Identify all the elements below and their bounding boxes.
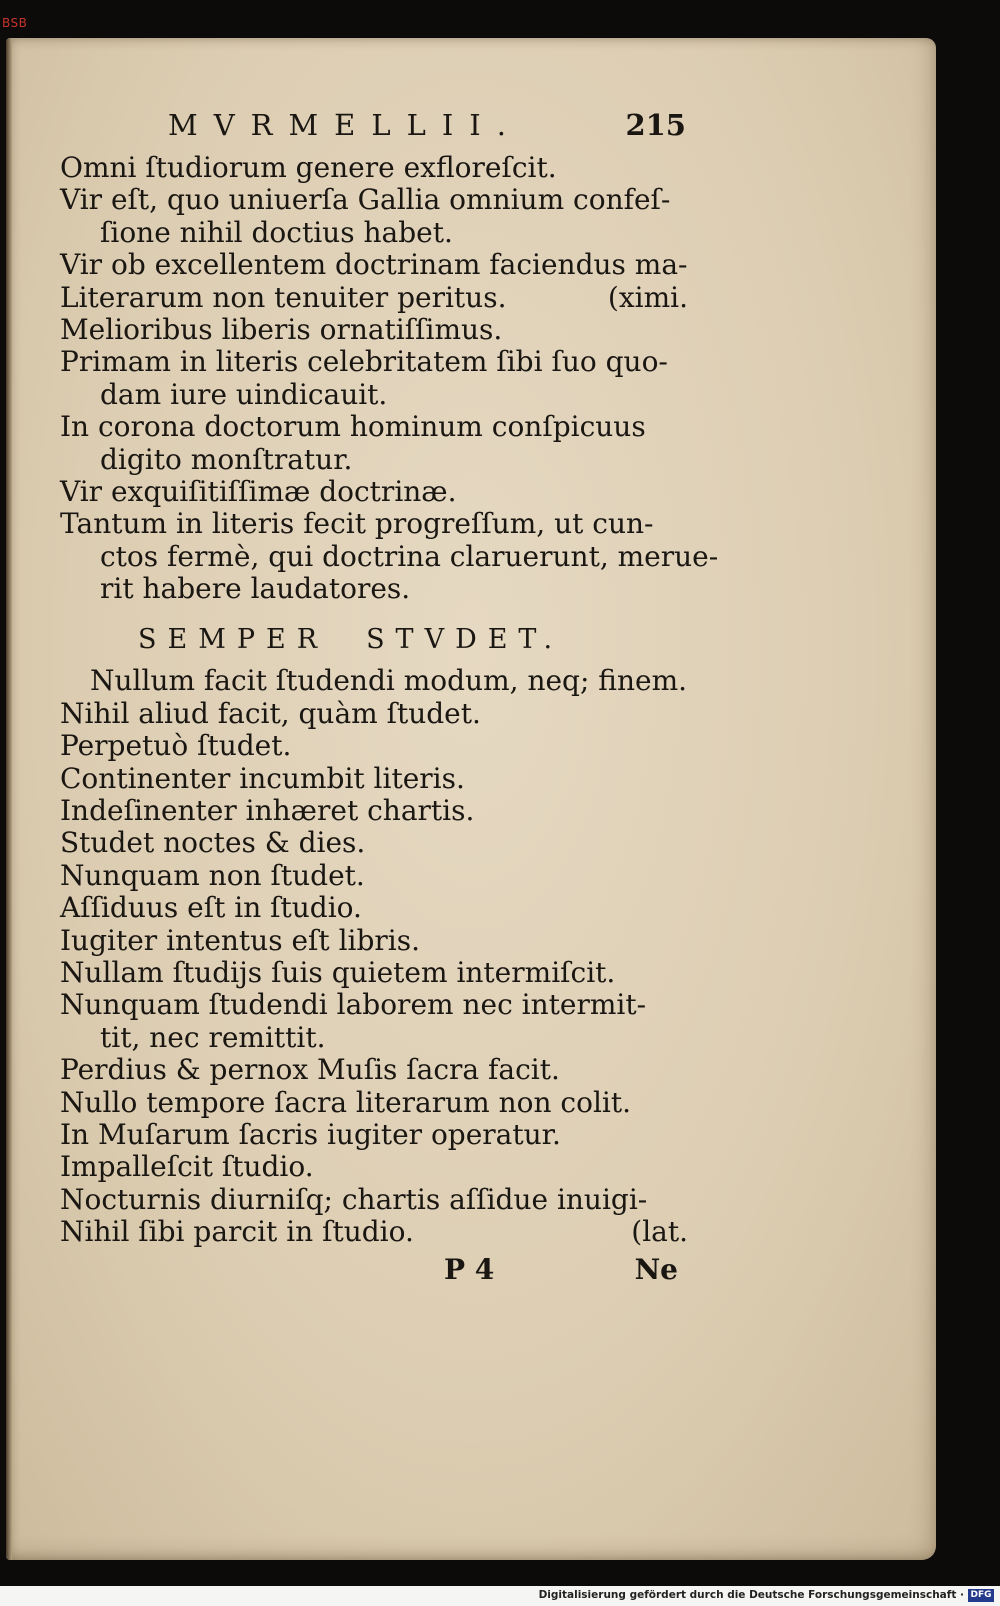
text-line bbox=[60, 282, 700, 314]
text-line: tit, nec remittit. bbox=[100, 1020, 326, 1054]
page-text bbox=[60, 108, 719, 1289]
text-line: ſione nihil doctius habet. bbox=[100, 215, 453, 249]
text-line: dam iure uindicauit. bbox=[100, 377, 388, 411]
text-line: rit habere laudatores. bbox=[100, 572, 411, 606]
text-line: Iugiter intentus eſt libris. bbox=[60, 923, 421, 957]
text-line: In Muſarum ſacris iugiter operatur. bbox=[60, 1117, 561, 1151]
page-number: 215 bbox=[625, 108, 686, 142]
dfg-logo: DFG bbox=[968, 1589, 994, 1602]
book-page bbox=[6, 38, 936, 1560]
text-line: Nullum facit ſtudendi modum, neq; finem. bbox=[90, 664, 688, 698]
credit-bar bbox=[0, 1586, 1000, 1606]
text-line: ctos fermè, qui doctrina claruerunt, merue- bbox=[100, 539, 719, 573]
section-heading-word: STVDET. bbox=[366, 624, 564, 656]
text-line bbox=[60, 1216, 700, 1248]
text-line: Vir eſt, quo uniuerſa Gallia omnium confeſ- bbox=[60, 183, 671, 217]
text-line: Nunquam ſtudendi laborem nec intermit- bbox=[60, 988, 647, 1022]
signature-mark: P 4 bbox=[444, 1252, 495, 1286]
text-line: digito monſtratur. bbox=[100, 442, 353, 476]
text-line: Nunquam non ſtudet. bbox=[60, 858, 365, 892]
text-line-content: Literarum non tenuiter peritus. bbox=[60, 280, 507, 314]
text-line: Perdius & pernox Muſis ſacra facit. bbox=[60, 1053, 560, 1087]
running-head bbox=[60, 108, 700, 152]
library-mark: BSB bbox=[2, 16, 28, 30]
text-line: Nihil aliud facit, quàm ſtudet. bbox=[60, 696, 481, 730]
text-line: Perpetuò ſtudet. bbox=[60, 729, 292, 763]
text-line: Nullam ſtudijs ſuis quietem intermiſcit. bbox=[60, 955, 616, 989]
line-turnover: (lat. bbox=[631, 1215, 688, 1249]
page-edge bbox=[6, 38, 12, 1560]
line-turnover: (ximi. bbox=[607, 280, 688, 314]
text-line: Aſſiduus eſt in ſtudio. bbox=[60, 891, 362, 925]
text-line: Indeſinenter inhæret chartis. bbox=[60, 794, 475, 828]
section-heading bbox=[60, 615, 700, 665]
text-line: Vir exquiſitiſſimæ doctrinæ. bbox=[60, 474, 457, 508]
text-line: Nocturnis diurniſq; chartis aſſidue inuigi- bbox=[60, 1182, 648, 1216]
section-heading-word: SEMPER bbox=[138, 624, 329, 656]
text-line: Primam in literis celebritatem ſibi ſuo quo- bbox=[60, 345, 668, 379]
running-title: MVRMELLII. bbox=[168, 108, 522, 142]
text-line: Continenter incumbit literis. bbox=[60, 761, 465, 795]
text-line-content: Nihil ſibi parcit in ſtudio. bbox=[60, 1215, 414, 1249]
text-line: In corona doctorum hominum conſpicuus bbox=[60, 410, 646, 444]
text-line: Studet noctes & dies. bbox=[60, 826, 366, 860]
text-line: Tantum in literis fecit progreſſum, ut cun- bbox=[60, 507, 654, 541]
text-line: Impalleſcit ſtudio. bbox=[60, 1150, 314, 1184]
catchword: Ne bbox=[634, 1252, 678, 1286]
page-footer bbox=[60, 1249, 700, 1289]
text-line: Omni ſtudiorum genere exfloreſcit. bbox=[60, 151, 557, 184]
text-line: Melioribus liberis ornatiſſimus. bbox=[60, 312, 503, 346]
text-line: Vir ob excellentem doctrinam faciendus ma- bbox=[60, 248, 688, 282]
credit-text: Digitalisierung gefördert durch die Deutsche Forschungsgemeinschaft · bbox=[538, 1589, 964, 1601]
text-line: Nullo tempore ſacra literarum non colit. bbox=[60, 1085, 632, 1119]
